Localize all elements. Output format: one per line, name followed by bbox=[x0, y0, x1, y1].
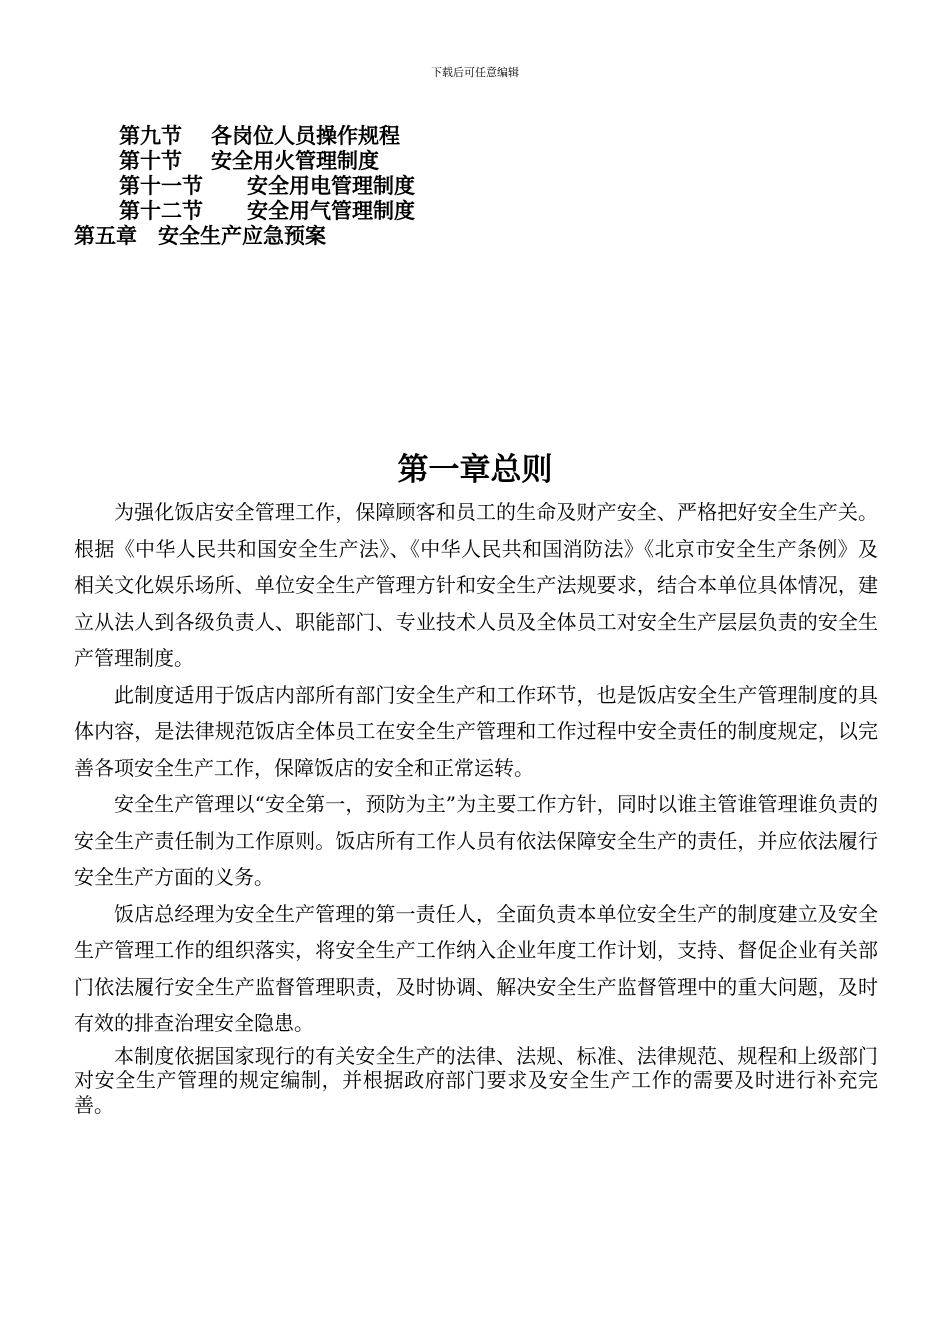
chapter-title: 第一章总则 bbox=[397, 452, 553, 488]
toc-item-title: 安全用火管理制度 bbox=[211, 149, 379, 173]
toc-item-section-12[interactable] bbox=[74, 199, 874, 224]
toc-item-section-9[interactable] bbox=[74, 124, 874, 149]
toc-item-number: 第十一节 bbox=[119, 174, 203, 198]
toc-item-title: 各岗位人员操作规程 bbox=[211, 124, 400, 148]
paragraph-5: 本制度依据国家现行的有关安全生产的法律、法规、标准、法律规范、规程和上级部门对安全生产管理的规定编制，并根据政府部门要求及安全生产工作的需要及时进行补充完善。 bbox=[74, 1043, 878, 1117]
toc-item-number: 第十节 bbox=[119, 149, 182, 173]
chapter-body bbox=[74, 494, 878, 1117]
header-note: 下载后可任意编辑 bbox=[431, 66, 519, 79]
paragraph-2: 此制度适用于饭店内部所有部门安全生产和工作环节，也是饭店安全生产管理制度的具体内容，是法律规范饭店全体员工在安全生产管理和工作过程中安全责任的制度规定，以完善各项安全生产工作，保障饭店的安全和正常运转。 bbox=[74, 682, 878, 780]
table-of-contents bbox=[74, 124, 874, 249]
toc-item-title: 安全用气管理制度 bbox=[247, 199, 415, 223]
paragraph-3: 安全生产管理以“安全第一，预防为主”为主要工作方针，同时以谁主管谁管理谁负责的安全生产责任制为工作原则。饭店所有工作人员有依法保障安全生产的责任，并应依法履行安全生产方面的义务。 bbox=[74, 792, 878, 889]
toc-item-section-11[interactable] bbox=[74, 174, 874, 199]
paragraph-4: 饭店总经理为安全生产管理的第一责任人，全面负责本单位安全生产的制度建立及安全生产管理工作的组织落实，将安全生产工作纳入企业年度工作计划，支持、督促企业有关部门依法履行安全生产监督管理职责，及时协调、解决安全生产监督管理中的重大问题，及时有效的排查治理安全隐患。 bbox=[74, 901, 878, 1035]
paragraph-1: 为强化饭店安全管理工作，保障顾客和员工的生命及财产安全、严格把好安全生产关。根据《中华人民共和国安全生产法》、《中华人民共和国消防法》《北京市安全生产条例》及相关文化娱乐场所、单位安全生产管理方针和安全生产法规要求，结合本单位具体情况，建立从法人到各级负责人、职能部门、专业技术人员及全体员工对安全生产层层负责的安全生产管理制度。 bbox=[74, 500, 878, 670]
toc-item-section-10[interactable] bbox=[74, 149, 874, 174]
toc-item-title: 安全用电管理制度 bbox=[247, 174, 415, 198]
toc-chapter-title: 安全生产应急预案 bbox=[158, 224, 326, 248]
toc-chapter-number: 第五章 bbox=[74, 224, 137, 248]
toc-item-number: 第十二节 bbox=[119, 199, 203, 223]
toc-item-number: 第九节 bbox=[119, 124, 182, 148]
toc-item-chapter-5[interactable] bbox=[74, 224, 874, 249]
